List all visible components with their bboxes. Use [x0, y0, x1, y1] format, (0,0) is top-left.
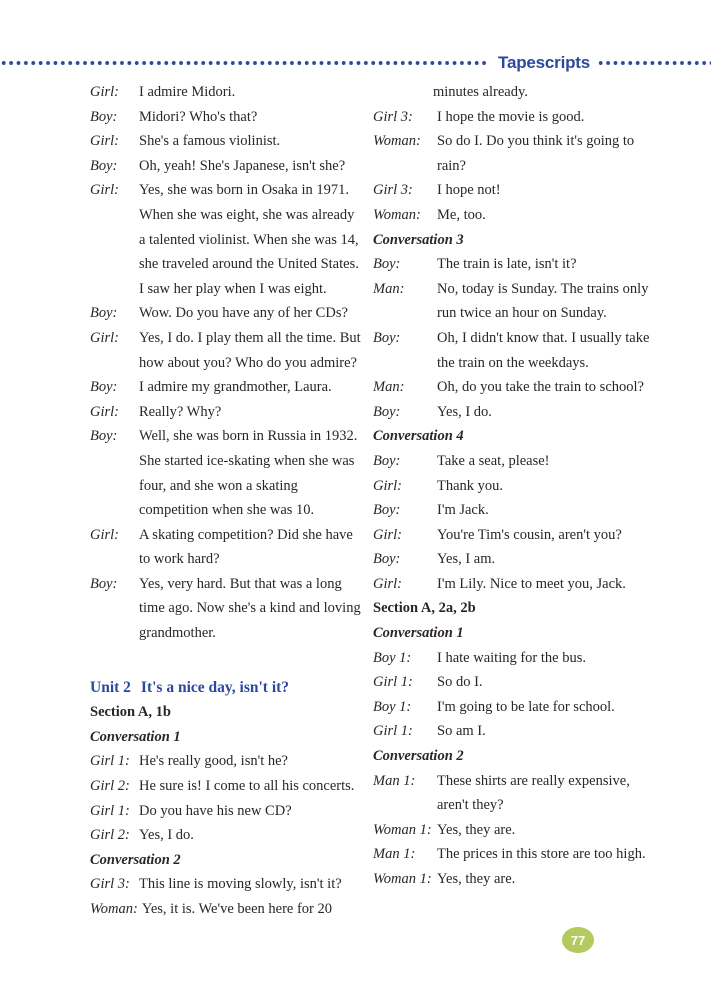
utterance-text: I admire my grandmother, Laura.: [139, 379, 332, 396]
utterance-text: You're Tim's cousin, aren't you?: [437, 526, 622, 543]
utterance-text: This line is moving slowly, isn't it?: [139, 876, 342, 893]
speaker-label: Boy:: [90, 157, 118, 174]
dialogue-line: [373, 818, 665, 843]
dialogue-line: [373, 105, 665, 130]
speaker-label: Girl:: [373, 526, 402, 543]
dialogue-line: [90, 326, 362, 375]
utterance-text: He sure is! I come to all his concerts.: [139, 778, 355, 795]
speaker-label: Boy 1:: [373, 649, 412, 666]
dialogue-line: [373, 547, 665, 572]
speaker-label: Girl 1:: [373, 723, 413, 740]
utterance-text: Yes, I do. I play them all the time. But how about you? Who do you admire?: [139, 329, 361, 371]
dialogue-line: [90, 749, 362, 774]
speaker-label: Girl:: [373, 477, 402, 494]
utterance-text: Really? Why?: [139, 403, 222, 420]
dialogue-line: [373, 646, 665, 671]
speaker-label: Girl:: [373, 575, 402, 592]
utterance-text: Well, she was born in Russia in 1932. She started ice-skating when she was four, and she won a skating competition when she was 10.: [139, 428, 358, 519]
speaker-label: Girl:: [90, 526, 119, 543]
speaker-label: Girl:: [90, 84, 119, 100]
speaker-label: Man 1:: [373, 846, 416, 863]
left-column: [90, 80, 362, 922]
dialogue-line: [90, 872, 362, 897]
utterance-text: So am I.: [437, 723, 486, 740]
speaker-label: Woman:: [373, 133, 421, 150]
utterance-text: Yes, she was born in Osaka in 1971. When she was eight, she was already a talented violinist. When she was 14, she traveled around the United States. I saw her play when I was eight.: [139, 182, 359, 297]
utterance-text: Thank you.: [437, 477, 504, 494]
dialogue-line: [90, 105, 362, 130]
section-heading: Section A, 2a, 2b: [373, 600, 476, 617]
speaker-label: Girl 2:: [90, 827, 130, 844]
unit-label: Unit 2: [90, 678, 131, 696]
utterance-text: A skating competition? Did she have to work hard?: [139, 526, 353, 568]
dialogue-line: [90, 129, 362, 154]
utterance-text: I'm Jack.: [437, 502, 489, 519]
utterance-text: Yes, they are.: [437, 871, 516, 887]
utterance-text: Yes, very hard. But that was a long time ago. Now she's a kind and loving grandmother.: [139, 575, 361, 642]
unit-heading: [90, 676, 362, 701]
utterance-text: So do I. Do you think it's going to rain?: [437, 133, 635, 174]
utterance-text: He's really good, isn't he?: [139, 753, 288, 770]
speaker-label: Girl 3:: [373, 108, 413, 125]
dialogue-line: [90, 523, 362, 572]
utterance-text: No, today is Sunday. The trains only run twice an hour on Sunday.: [437, 280, 649, 322]
utterance-text: Yes, I do.: [139, 827, 194, 844]
tapescript-columns: [0, 80, 665, 922]
utterance-text: I hope the movie is good.: [437, 108, 585, 125]
dialogue-line: [373, 203, 665, 228]
speaker-label: Woman:: [90, 901, 138, 917]
conversation-heading: Conversation 3: [373, 231, 464, 248]
utterance-text: Wow. Do you have any of her CDs?: [139, 305, 348, 322]
utterance-text: I'm going to be late for school.: [437, 698, 615, 715]
utterance-text: Oh, yeah! She's Japanese, isn't she?: [139, 157, 346, 174]
speaker-label: Boy:: [373, 256, 401, 273]
dialogue-line: [90, 80, 362, 105]
utterance-text: Me, too.: [437, 206, 486, 223]
dotted-line-right: [597, 52, 711, 74]
dialogue-line: [90, 301, 362, 326]
speaker-label: Boy:: [90, 108, 118, 125]
speaker-label: Boy:: [90, 379, 118, 396]
dialogue-line: [373, 842, 665, 867]
speaker-label: Girl 3:: [90, 876, 130, 893]
dialogue-line: [373, 326, 665, 375]
speaker-label: Boy:: [373, 551, 401, 568]
dialogue-line: [90, 154, 362, 179]
speaker-label: Boy:: [90, 575, 118, 592]
header-rule: [0, 52, 711, 74]
utterance-text: Yes, it is. We've been here for 20: [141, 901, 332, 917]
utterance-text: I'm Lily. Nice to meet you, Jack.: [437, 575, 626, 592]
speaker-label: Girl 2:: [90, 778, 130, 795]
dialogue-line: [90, 823, 362, 848]
spacer: [90, 646, 362, 676]
speaker-label: Girl:: [90, 403, 119, 420]
dialogue-line: [90, 799, 362, 824]
dialogue-line: [373, 769, 665, 818]
conversation-heading: Conversation 1: [373, 625, 464, 642]
conversation-heading: Conversation 2: [90, 851, 181, 868]
page-title: Tapescripts: [498, 53, 590, 72]
section-heading: Section A, 1b: [90, 704, 171, 721]
speaker-label: Girl 1:: [90, 802, 130, 819]
speaker-label: Boy:: [373, 502, 401, 519]
conversation-heading: Conversation 4: [373, 428, 464, 445]
utterance-text: Oh, I didn't know that. I usually take the train on the weekdays.: [437, 329, 650, 371]
dotted-line-left: [0, 52, 489, 74]
utterance-text: Yes, they are.: [437, 821, 516, 838]
utterance-text: The train is late, isn't it?: [437, 256, 577, 273]
utterance-text: She's a famous violinist.: [139, 133, 281, 150]
speaker-label: Boy 1:: [373, 698, 412, 715]
utterance-text: Yes, I do.: [437, 403, 492, 420]
dialogue-line: [90, 375, 362, 400]
dialogue-line: [90, 897, 362, 922]
utterance-text: I hope not!: [437, 182, 501, 199]
speaker-label: Boy:: [90, 305, 118, 322]
speaker-label: Girl 3:: [373, 182, 413, 199]
speaker-label: Woman:: [373, 206, 421, 223]
speaker-label: Girl 1:: [373, 674, 413, 691]
speaker-label: Girl:: [90, 329, 119, 346]
dialogue-line: [373, 449, 665, 474]
dialogue-line: [373, 572, 665, 597]
utterance-continuation: minutes already.: [433, 84, 528, 100]
dialogue-line: [90, 774, 362, 799]
speaker-label: Woman 1:: [373, 821, 432, 838]
utterance-text: Do you have his new CD?: [139, 802, 292, 819]
speaker-label: Man:: [373, 280, 405, 297]
dialogue-line: [373, 129, 665, 178]
dialogue-line: [90, 400, 362, 425]
conversation-heading: Conversation 2: [373, 748, 464, 765]
dialogue-line: [373, 400, 665, 425]
utterance-text: I admire Midori.: [139, 84, 236, 100]
utterance-text: I hate waiting for the bus.: [437, 649, 586, 666]
speaker-label: Man:: [373, 379, 405, 396]
dialogue-line: [373, 719, 665, 744]
unit-title: It's a nice day, isn't it?: [140, 678, 290, 696]
utterance-text: So do I.: [437, 674, 483, 691]
utterance-text: Midori? Who's that?: [139, 108, 258, 125]
speaker-label: Boy:: [373, 329, 401, 346]
utterance-text: These shirts are really expensive, aren't they?: [437, 772, 630, 814]
dialogue-line: [373, 695, 665, 720]
dialogue-line: [90, 424, 362, 522]
dialogue-line: [373, 375, 665, 400]
speaker-label: Girl 1:: [90, 753, 130, 770]
speaker-label: Boy:: [373, 452, 401, 469]
dialogue-line: [373, 523, 665, 548]
utterance-text: Oh, do you take the train to school?: [437, 379, 644, 396]
dialogue-line: [373, 498, 665, 523]
dialogue-line: [373, 252, 665, 277]
dialogue-line: [90, 572, 362, 646]
page-number-badge: 77: [562, 927, 594, 953]
speaker-label: Girl:: [90, 182, 119, 199]
speaker-label: Boy:: [373, 403, 401, 420]
dialogue-line: [373, 474, 665, 499]
right-column: [373, 80, 665, 922]
dialogue-line: [373, 178, 665, 203]
dialogue-line: [373, 277, 665, 326]
conversation-heading: Conversation 1: [90, 728, 181, 745]
dialogue-line: [373, 670, 665, 695]
utterance-text: The prices in this store are too high.: [437, 846, 646, 863]
dialogue-line: [90, 178, 362, 301]
speaker-label: Woman 1:: [373, 871, 432, 887]
utterance-text: Yes, I am.: [437, 551, 496, 568]
speaker-label: Man 1:: [373, 772, 416, 789]
speaker-label: Boy:: [90, 428, 118, 445]
utterance-text: Take a seat, please!: [437, 452, 550, 469]
speaker-label: Girl:: [90, 133, 119, 150]
dialogue-line: [373, 867, 665, 892]
